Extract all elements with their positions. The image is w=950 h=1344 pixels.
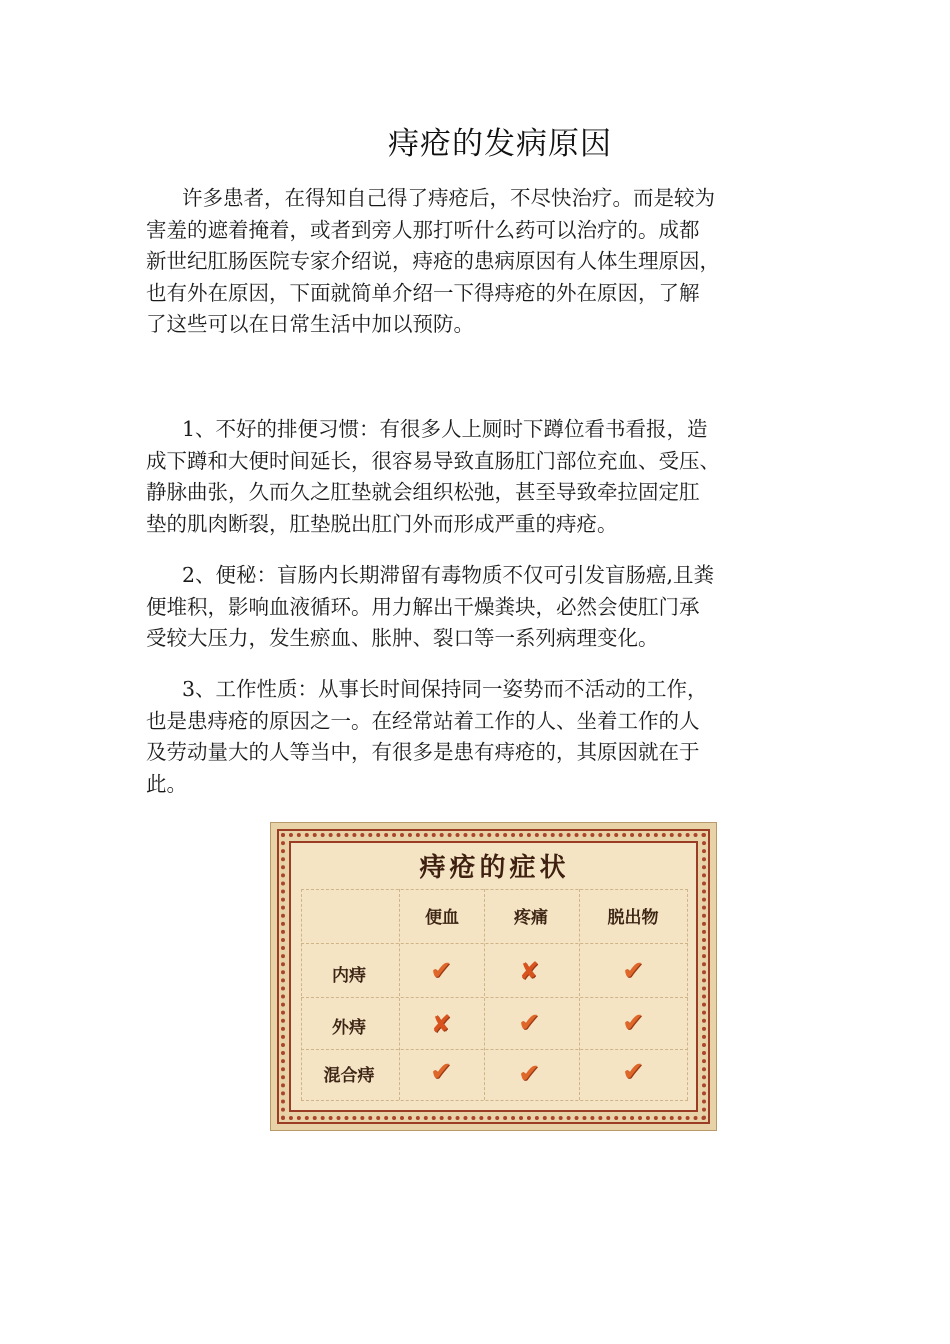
check-icon: ✔ [518,1008,540,1038]
grid-line [579,889,580,1100]
grid-line [301,943,688,944]
text-line: 此。 [146,771,187,796]
column-header: 脱出物 [607,908,659,928]
check-icon: ✔ [622,1008,644,1038]
text-line: 垫的肌肉断裂，肛垫脱出肛门外而形成严重的痔疮。 [146,511,618,536]
column-header: 便血 [425,908,459,928]
check-icon: ✔ [622,1057,644,1087]
check-icon: ✔ [622,956,644,986]
symptom-table-title: 痔疮的症状 [419,853,570,883]
text-line: 许多患者，在得知自己得了痔疮后，不尽快治疗。而是较为 [182,186,715,210]
cause-3-paragraph [146,674,836,800]
text-line: 3、工作性质：从事长时间保持同一姿势而不活动的工作， [182,677,708,701]
text-line: 及劳动量大的人等当中，有很多是患有痔疮的，其原因就在于 [146,740,700,764]
check-icon: ✔ [430,956,452,986]
grid-line [301,1049,688,1050]
text-line: 受较大压力，发生瘀血、胀肿、裂口等一系列病理变化。 [146,626,659,650]
row-header: 内痔 [332,966,366,986]
text-line: 便堆积，影响血液循环。用力解出干燥粪块，必然会使肛门承 [146,594,700,619]
cross-icon: ✘ [430,1010,452,1038]
intro-paragraph [146,183,836,341]
grid-line [687,889,688,1100]
text-line: 成下蹲和大便时间延长，很容易导致直肠肛门部位充血、受压、 [146,448,720,473]
grid-line [301,997,688,998]
grid-line [301,889,688,890]
row-header: 外痔 [332,1018,366,1038]
cause-1-paragraph [146,414,836,540]
text-line: 了这些可以在日常生活中加以预防。 [146,312,474,336]
column-header: 疼痛 [514,908,548,928]
text-line: 2、便秘：盲肠内长期滞留有毒物质不仅可引发盲肠癌,且粪 [182,563,715,587]
row-header: 混合痔 [323,1066,375,1086]
text-line: 1、不好的排便习惯：有很多人上厕时下蹲位看书看报，造 [182,417,708,441]
cause-2-paragraph [146,560,836,655]
text-line: 新世纪肛肠医院专家介绍说，痔疮的患病原因有人体生理原因， [146,249,720,273]
text-line: 静脉曲张，久而久之肛垫就会组织松弛，甚至导致牵拉固定肛 [146,480,700,504]
check-icon: ✔ [518,1059,540,1089]
text-line: 也是患痔疮的原因之一。在经常站着工作的人、坐着工作的人 [146,708,700,733]
check-icon: ✔ [430,1057,452,1087]
grid-line [301,1100,688,1101]
cross-icon: ✘ [518,957,540,985]
text-line: 害羞的遮着掩着，或者到旁人那打听什么药可以治疗的。成都 [146,217,700,242]
symptom-table-image [270,822,717,1131]
page-title: 痔疮的发病原因 [388,126,612,162]
text-line: 也有外在原因，下面就简单介绍一下得痔疮的外在原因，了解 [146,280,700,305]
